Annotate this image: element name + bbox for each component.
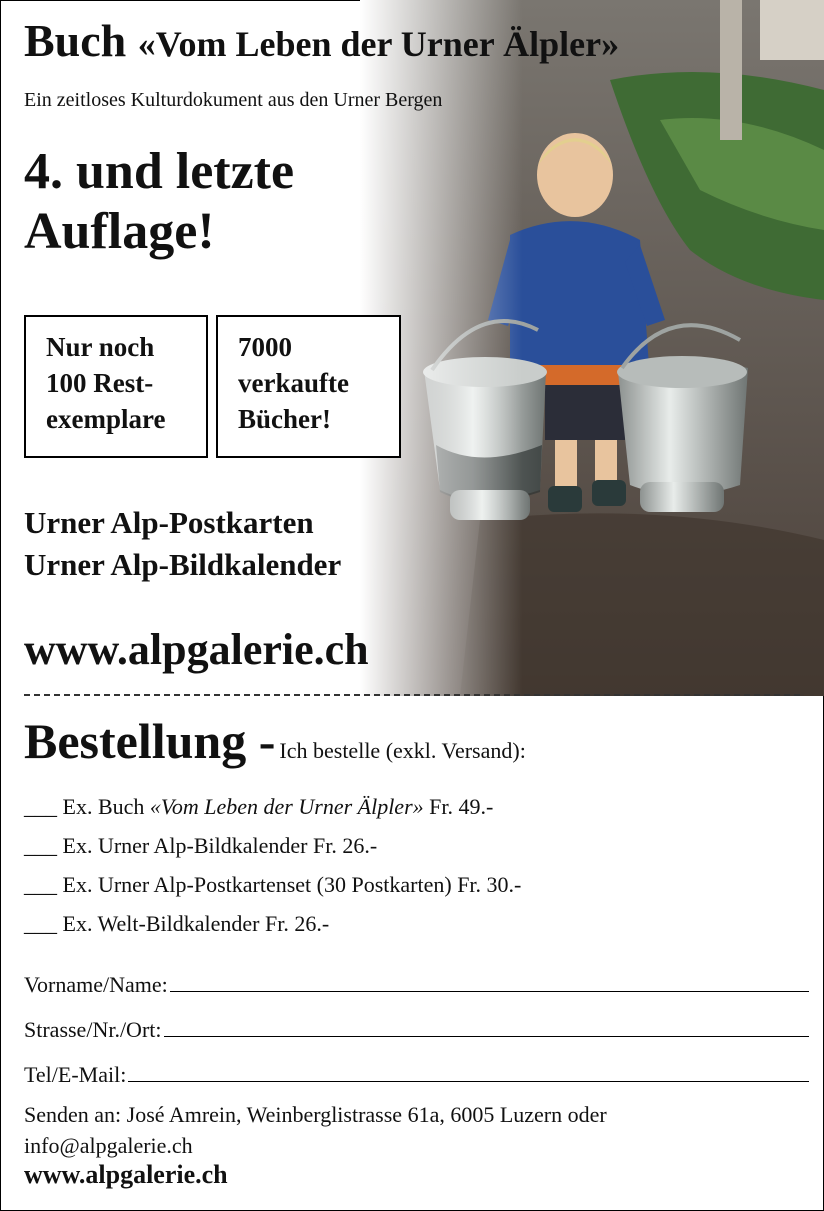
- contact-label: Tel/E-Mail:: [24, 1062, 127, 1087]
- quantity-blank[interactable]: ___: [24, 911, 57, 936]
- title-prefix: Buch: [24, 15, 127, 66]
- edition-line-2: Auflage!: [24, 203, 215, 260]
- contact-input-line[interactable]: [128, 1059, 809, 1082]
- send-address-line: Senden an: José Amrein, Weinberglistrasse 61a, 6005 Luzern oder: [24, 1102, 607, 1127]
- box-line: 7000: [238, 332, 292, 362]
- website-link[interactable]: www.alpgalerie.ch: [24, 625, 369, 674]
- order-item-alp-calendar[interactable]: [24, 826, 521, 865]
- product-calendar: Urner Alp-Bildkalender: [24, 547, 342, 582]
- order-heading: [24, 712, 526, 770]
- address-input-line[interactable]: [164, 1014, 810, 1037]
- item-price: Fr. 49.-: [429, 794, 494, 819]
- footer-website-link[interactable]: www.alpgalerie.ch: [24, 1160, 228, 1189]
- order-item-world-calendar[interactable]: [24, 904, 521, 943]
- book-title: [24, 14, 619, 67]
- box-line: verkaufte: [238, 368, 349, 398]
- address-label: Strasse/Nr./Ort:: [24, 1017, 162, 1042]
- quantity-blank[interactable]: ___: [24, 833, 57, 858]
- item-text: Ex. Urner Alp-Bildkalender Fr. 26.-: [62, 833, 378, 858]
- quantity-blank[interactable]: ___: [24, 794, 57, 819]
- sold-books-box: [216, 315, 401, 458]
- box-line: Bücher!: [238, 404, 331, 434]
- title-quote: «Vom Leben der Urner Älpler»: [137, 24, 620, 64]
- item-prefix: Ex. Buch: [62, 794, 145, 819]
- order-intro: Ich bestelle (exkl. Versand):: [279, 738, 526, 763]
- name-input-line[interactable]: [170, 969, 809, 992]
- box-line: 100 Rest-: [46, 368, 154, 398]
- cut-line: [24, 694, 800, 696]
- order-title: Bestellung -: [24, 713, 276, 769]
- box-line: Nur noch: [46, 332, 155, 362]
- order-item-book[interactable]: [24, 787, 521, 826]
- edition-line-1: 4. und letzte: [24, 143, 295, 200]
- order-items: [24, 787, 521, 943]
- contact-field[interactable]: [24, 1052, 809, 1097]
- item-text: Ex. Urner Alp-Postkartenset (30 Postkarten) Fr. 30.-: [62, 872, 522, 897]
- item-text: Ex. Welt-Bildkalender Fr. 26.-: [62, 911, 330, 936]
- product-list: [24, 502, 341, 586]
- product-postcards: Urner Alp-Postkarten: [24, 505, 314, 540]
- name-label: Vorname/Name:: [24, 972, 168, 997]
- edition-headline: [24, 142, 384, 262]
- address-field[interactable]: [24, 1007, 809, 1052]
- box-line: exemplare: [46, 404, 166, 434]
- name-field[interactable]: [24, 962, 809, 1007]
- order-item-postcard-set[interactable]: [24, 865, 521, 904]
- remaining-copies-box: [24, 315, 208, 458]
- subtitle: Ein zeitloses Kulturdokument aus den Urner Bergen: [24, 89, 443, 111]
- send-email[interactable]: info@alpgalerie.ch: [24, 1133, 193, 1158]
- order-form-fields: [24, 962, 809, 1097]
- send-to-address: [24, 1099, 784, 1161]
- item-title: «Vom Leben der Urner Älpler»: [149, 794, 424, 819]
- quantity-blank[interactable]: ___: [24, 872, 57, 897]
